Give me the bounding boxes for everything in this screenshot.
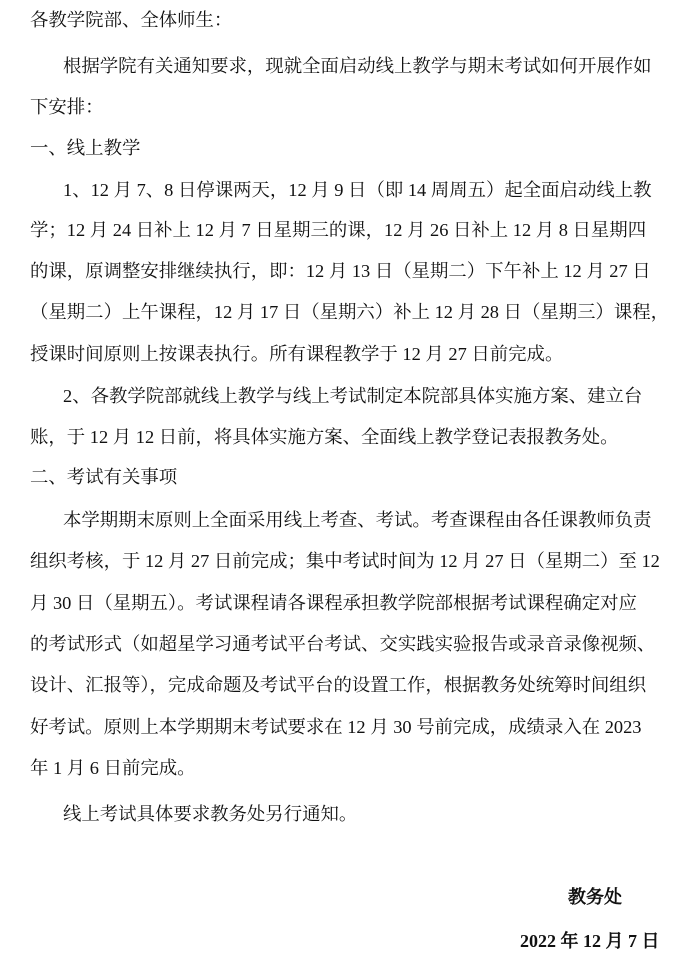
item-2-line-1: 2、各教学院部就线上教学与线上考试制定本院部具体实施方案、建立台 — [63, 386, 643, 406]
item-1-line-4: （星期二）上午课程，12 月 17 日（星期六）补上 12 月 28 日（星期三）课程， — [30, 302, 670, 322]
salutation: 各教学院部、全体师生： — [30, 10, 233, 31]
issue-date: 2022 年 12 月 7 日 — [520, 931, 660, 951]
item-1-line-5: 授课时间原则上按课表执行。所有课程教学于 12 月 27 日前完成。 — [30, 344, 564, 364]
item-2-line-2: 账，于 12 月 12 日前，将具体实施方案、全面线上教学登记表报教务处。 — [30, 427, 619, 447]
intro-line-2: 下安排： — [30, 97, 104, 118]
exam-line-7: 年 1 月 6 日前完成。 — [30, 758, 196, 778]
issuing-office: 教务处 — [568, 887, 622, 908]
exam-note: 线上考试具体要求教务处另行通知。 — [63, 804, 358, 825]
section-2-heading: 二、考试有关事项 — [30, 467, 178, 488]
exam-line-4: 的考试形式（如超星学习通考试平台考试、交实践实验报告或录音录像视频、 — [30, 634, 656, 654]
exam-line-5: 设计、汇报等），完成命题及考试平台的设置工作，根据教务处统筹时间组织 — [30, 675, 647, 695]
item-1-line-2: 学；12 月 24 日补上 12 月 7 日星期三的课，12 月 26 日补上 12 月 8 日星期四 — [30, 220, 647, 240]
exam-line-3: 月 30 日（星期五）。考试课程请各课程承担教学院部根据考试课程确定对应 — [30, 593, 637, 613]
exam-line-2: 组织考核，于 12 月 27 日前完成；集中考试时间为 12 月 27 日（星期二）至 12 — [30, 551, 660, 571]
item-1-line-1: 1、12 月 7、8 日停课两天，12 月 9 日（即 14 周周五）起全面启动线上教 — [63, 180, 652, 200]
exam-line-1: 本学期期末原则上全面采用线上考查、考试。考查课程由各任课教师负责 — [63, 510, 652, 530]
section-1-heading: 一、线上教学 — [30, 138, 141, 159]
intro-line-1: 根据学院有关通知要求，现就全面启动线上教学与期末考试如何开展作如 — [63, 56, 652, 77]
item-1-line-3: 的课，原调整安排继续执行，即：12 月 13 日（星期二）下午补上 12 月 27 日 — [30, 261, 651, 281]
exam-line-6: 好考试。原则上本学期期末考试要求在 12 月 30 号前完成，成绩录入在 2023 — [30, 717, 642, 737]
